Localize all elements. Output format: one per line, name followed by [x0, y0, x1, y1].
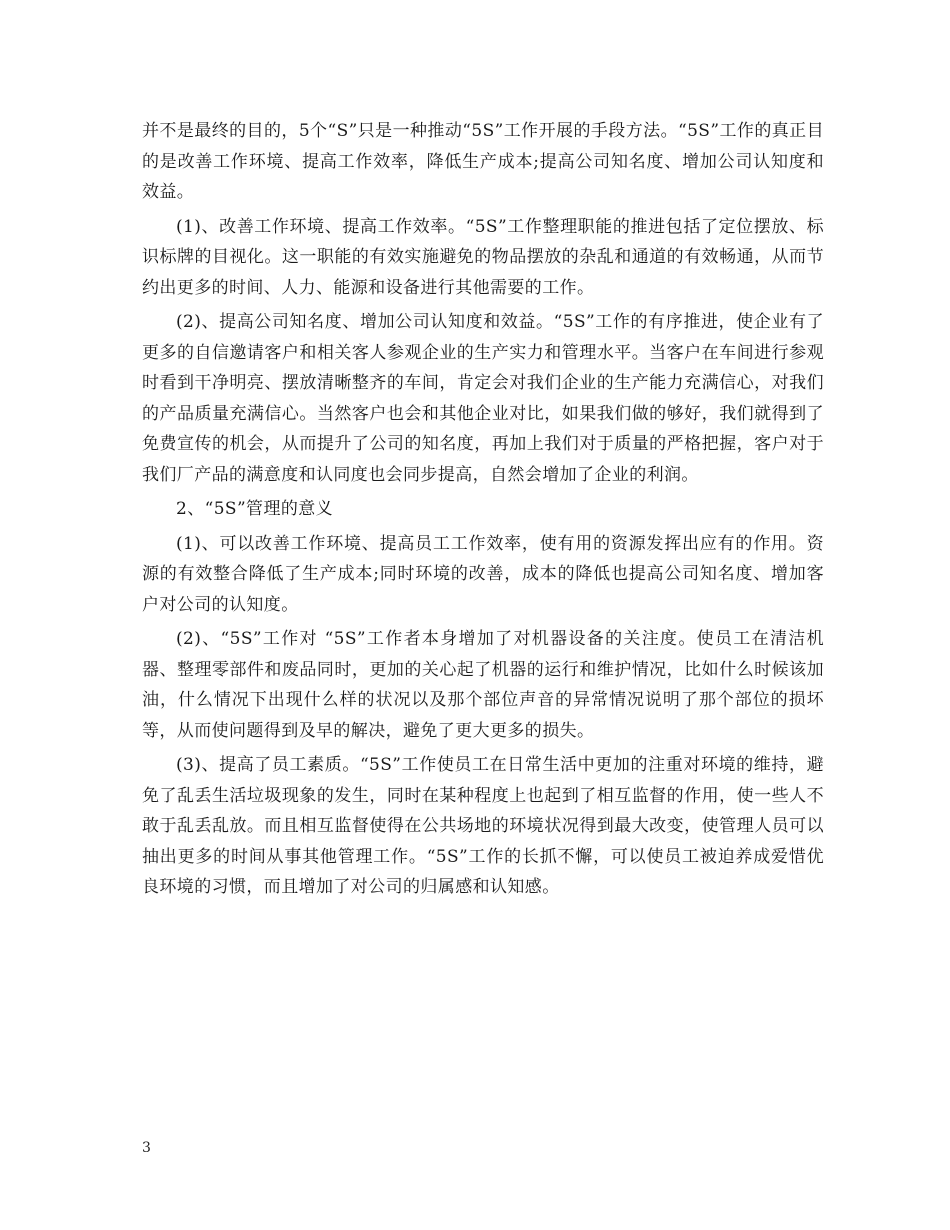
- paragraph-point-2: (2)、提高公司知名度、增加公司认知度和效益。“5S”工作的有序推进，使企业有了更多的自信邀请客户和相关客人参观企业的生产实力和管理水平。当客户在车间进行参观时看到干净明亮、摆放清晰整齐的车间，肯定会对我们企业的生产能力充满信心，对我们的产品质量充满信心。当然客户也会和其他企业对比，如果我们做的够好，我们就得到了免费宣传的机会，从而提升了公司的知名度，再加上我们对于质量的严格把握，客户对于我们厂产品的满意度和认同度也会同步提高，自然会增加了企业的利润。: [142, 312, 824, 485]
- paragraph-significance-3: (3)、提高了员工素质。“5S”工作使员工在日常生活中更加的注重对环境的维持，避免了乱丢生活垃圾现象的发生，同时在某种程度上也起到了相互监督的作用，使一些人不敢于乱丢乱放。而且相互监督使得在公共场地的环境状况得到最大改变，使管理人员可以抽出更多的时间从事其他管理工作。“5S”工作的长抓不懈，可以使员工被迫养成爱惜优良环境的习惯，而且增加了对公司的归属感和认知感。: [142, 755, 824, 897]
- section-heading-significance: 2、“5S”管理的意义: [176, 499, 334, 519]
- page-number: 3: [142, 1140, 151, 1156]
- paragraph-intro: 并不是最终的目的，5个“S”只是一种推动“5S”工作开展的手段方法。“5S”工作的真正目的是改善工作环境、提高工作效率，降低生产成本;提高公司知名度、增加公司认知度和效益。: [142, 121, 824, 202]
- paragraph-significance-2: (2)、“5S”工作对 “5S”工作者本身增加了对机器设备的关注度。使员工在清洁机器、整理零部件和废品同时，更加的关心起了机器的运行和维护情况，比如什么时候该加油，什么情况下出现什么样的状况以及那个部位声音的异常情况说明了那个部位的损坏等，从而使问题得到及早的解决，避免了更大更多的损失。: [142, 629, 824, 741]
- paragraph-significance-1: (1)、可以改善工作环境、提高员工工作效率，使有用的资源发挥出应有的作用。资源的有效整合降低了生产成本;同时环境的改善，成本的降低也提高公司知名度、增加客户对公司的认知度。: [142, 533, 824, 615]
- document-body: [142, 116, 824, 903]
- paragraph-point-1: (1)、改善工作环境、提高工作效率。“5S”工作整理职能的推进包括了定位摆放、标识标牌的目视化。这一职能的有效实施避免的物品摆放的杂乱和通道的有效畅通，从而节约出更多的时间、人力、能源和设备进行其他需要的工作。: [142, 216, 824, 298]
